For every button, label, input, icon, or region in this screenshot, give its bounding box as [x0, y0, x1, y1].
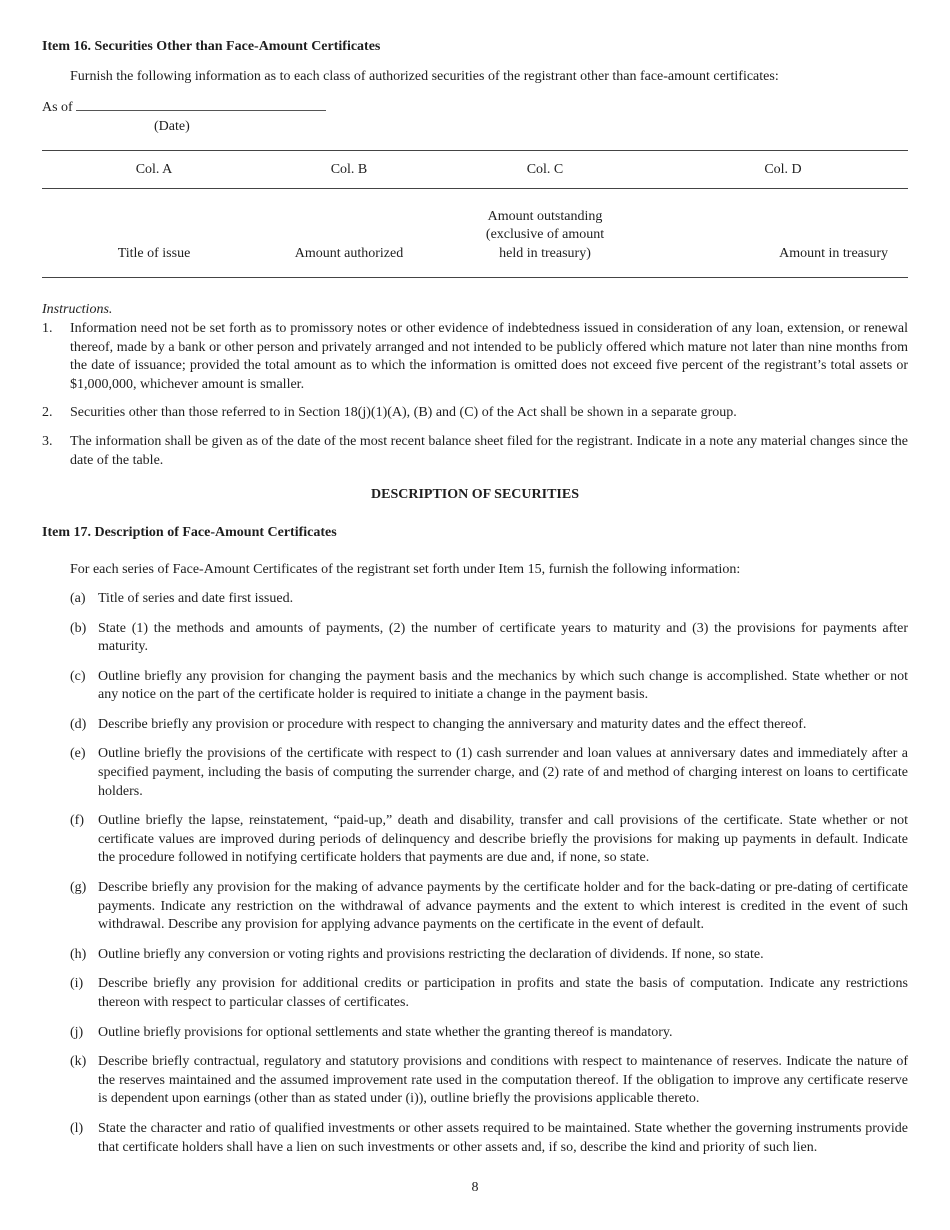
col-c-line: (exclusive of amount	[485, 227, 605, 243]
item-16-heading: Item 16. Securities Other than Face-Amount Certificates	[42, 39, 381, 54]
col-d-description: Amount in treasury	[658, 189, 908, 278]
col-b-header: Col. B	[266, 151, 432, 189]
col-c-description	[432, 189, 658, 278]
list-text: Describe briefly any provision or procedure with respect to changing the anniversary and maturity dates and the effect thereof.	[98, 716, 807, 732]
list-item	[70, 716, 908, 735]
list-item	[42, 433, 908, 470]
col-a-description: Title of issue	[42, 189, 266, 278]
col-a-header: Col. A	[42, 151, 266, 189]
list-marker: (j)	[70, 1024, 84, 1040]
list-marker: (d)	[70, 716, 87, 732]
item-16-intro: Furnish the following information as to each class of authorized securities of the registrant other than face-amount certificates:	[70, 68, 779, 84]
date-blank-line	[76, 96, 326, 111]
document-page	[42, 38, 908, 1168]
list-text: Securities other than those referred to in Section 18(j)(1)(A), (B) and (C) of the Act shall be shown in a separate group.	[70, 405, 737, 421]
item-17-list	[42, 590, 908, 1157]
list-text: Describe briefly any provision for the making of advance payments by the certificate holder and for the back-dating or pre-dating of certificate payments. Indicate any restriction on the withdrawal of advance payments and the extent to which interest is credited in the event of such withdrawal. Describe any provision for applying advance payments on the certificate in the event of default.	[98, 880, 908, 933]
table-header-row	[42, 151, 908, 189]
list-text: Title of series and date first issued.	[98, 590, 294, 606]
list-item	[70, 668, 908, 705]
list-item	[70, 620, 908, 657]
list-marker: (g)	[70, 880, 87, 896]
list-marker: (l)	[70, 1120, 84, 1136]
table-description-row	[42, 189, 908, 278]
list-text: Describe briefly contractual, regulatory and statutory provisions and conditions with respect to maintenance of reserves. Indicate the nature of the reserves maintained and the assumed improvement rate used in the computation thereof. If the obligation to improve any certificate reserve is dependent upon earnings (other than as stated under (i)), outline briefly the provisions applicable thereto.	[98, 1054, 908, 1107]
list-marker: (f)	[70, 813, 84, 829]
item-17-heading: Item 17. Description of Face-Amount Certificates	[42, 524, 337, 540]
list-marker: (c)	[70, 668, 86, 684]
list-text: Outline briefly the lapse, reinstatement, “paid-up,” death and disability, transfer and call provisions of the certificate. State whether or not certificate values are improved during periods of delinquency and describe briefly the provisions for making up payments in default. Indicate the procedure followed in notifying certificate holders that payments are due and, if none, so state.	[98, 813, 908, 866]
list-marker: (e)	[70, 746, 86, 762]
list-item	[42, 320, 908, 394]
list-marker: (k)	[70, 1054, 87, 1070]
list-item	[70, 1024, 908, 1043]
list-text: Outline briefly provisions for optional settlements and state whether the granting thereof is mandatory.	[98, 1024, 673, 1040]
list-marker: (b)	[70, 620, 87, 636]
instructions-list	[42, 320, 908, 470]
list-item	[70, 975, 908, 1012]
list-text: Outline briefly any conversion or voting rights and provisions restricting the declaration of dividends. If none, so state.	[98, 946, 764, 962]
list-marker: 2.	[42, 405, 53, 421]
date-label: (Date)	[154, 118, 190, 134]
col-b-description: Amount authorized	[266, 189, 432, 278]
list-item	[70, 879, 908, 935]
list-marker: 3.	[42, 433, 53, 449]
page-number: 8	[471, 1180, 479, 1195]
list-marker: 1.	[42, 320, 53, 336]
col-c-line: held in treasury)	[499, 245, 591, 261]
col-d-header: Col. D	[658, 151, 908, 189]
list-item	[70, 745, 908, 801]
section-title: DESCRIPTION OF SECURITIES	[371, 487, 579, 503]
list-text: Information need not be set forth as to promissory notes or other evidence of indebtedness issued in consideration of any loan, extension, or renewal thereof, made by a bank or other person and privately arranged and not intended to be publicly offered which mature not later than nine months from the date of issuance; provided the total amount as to which the information is omitted does not exceed five percent of the registrant’s total assets or $1,000,000, whichever amount is smaller.	[70, 320, 908, 392]
list-text: Describe briefly any provision for additional credits or participation in profits and state the basis of computation. Indicate any restrictions thereon with respect to particular classes of certificates.	[98, 976, 908, 1010]
list-text: State the character and ratio of qualified investments or other assets required to be maintained. State whether the governing instruments provide that certificate holders shall have a lien on such investments or other assets and, if so, describe the kind and priority of such lien.	[98, 1120, 908, 1155]
as-of-label: As of	[42, 100, 73, 116]
list-item	[70, 1120, 908, 1157]
list-item	[70, 812, 908, 868]
col-c-line: Amount outstanding	[487, 208, 603, 224]
list-text: State (1) the methods and amounts of payments, (2) the number of certificate years to maturity and (3) the provisions for payments after maturity.	[98, 620, 908, 655]
securities-table	[42, 150, 908, 278]
list-text: The information shall be given as of the date of the most recent balance sheet filed for the registrant. Indicate in a note any material changes since the date of the table.	[70, 433, 908, 468]
item-17-intro: For each series of Face-Amount Certificates of the registrant set forth under Item 15, furnish the following information:	[70, 562, 741, 578]
as-of-row	[42, 96, 908, 118]
list-text: Outline briefly the provisions of the certificate with respect to (1) cash surrender and loan values at anniversary dates and immediately after a specified payment, including the basis of computing the surrender charge, and (2) rate of and method of charging interest on loans to certificate holders.	[98, 746, 908, 799]
list-item	[70, 1053, 908, 1109]
list-item	[70, 590, 908, 609]
col-c-header: Col. C	[432, 151, 658, 189]
list-item	[70, 946, 908, 965]
list-item	[42, 404, 908, 423]
instructions-label: Instructions.	[42, 302, 113, 318]
list-marker: (i)	[70, 976, 84, 992]
list-text: Outline briefly any provision for changing the payment basis and the mechanics by which such change is accomplished. State whether or not any notice on the part of the certificate holder is required to initiate a change in the payment basis.	[98, 668, 908, 703]
list-marker: (h)	[70, 946, 87, 962]
list-marker: (a)	[70, 590, 86, 606]
